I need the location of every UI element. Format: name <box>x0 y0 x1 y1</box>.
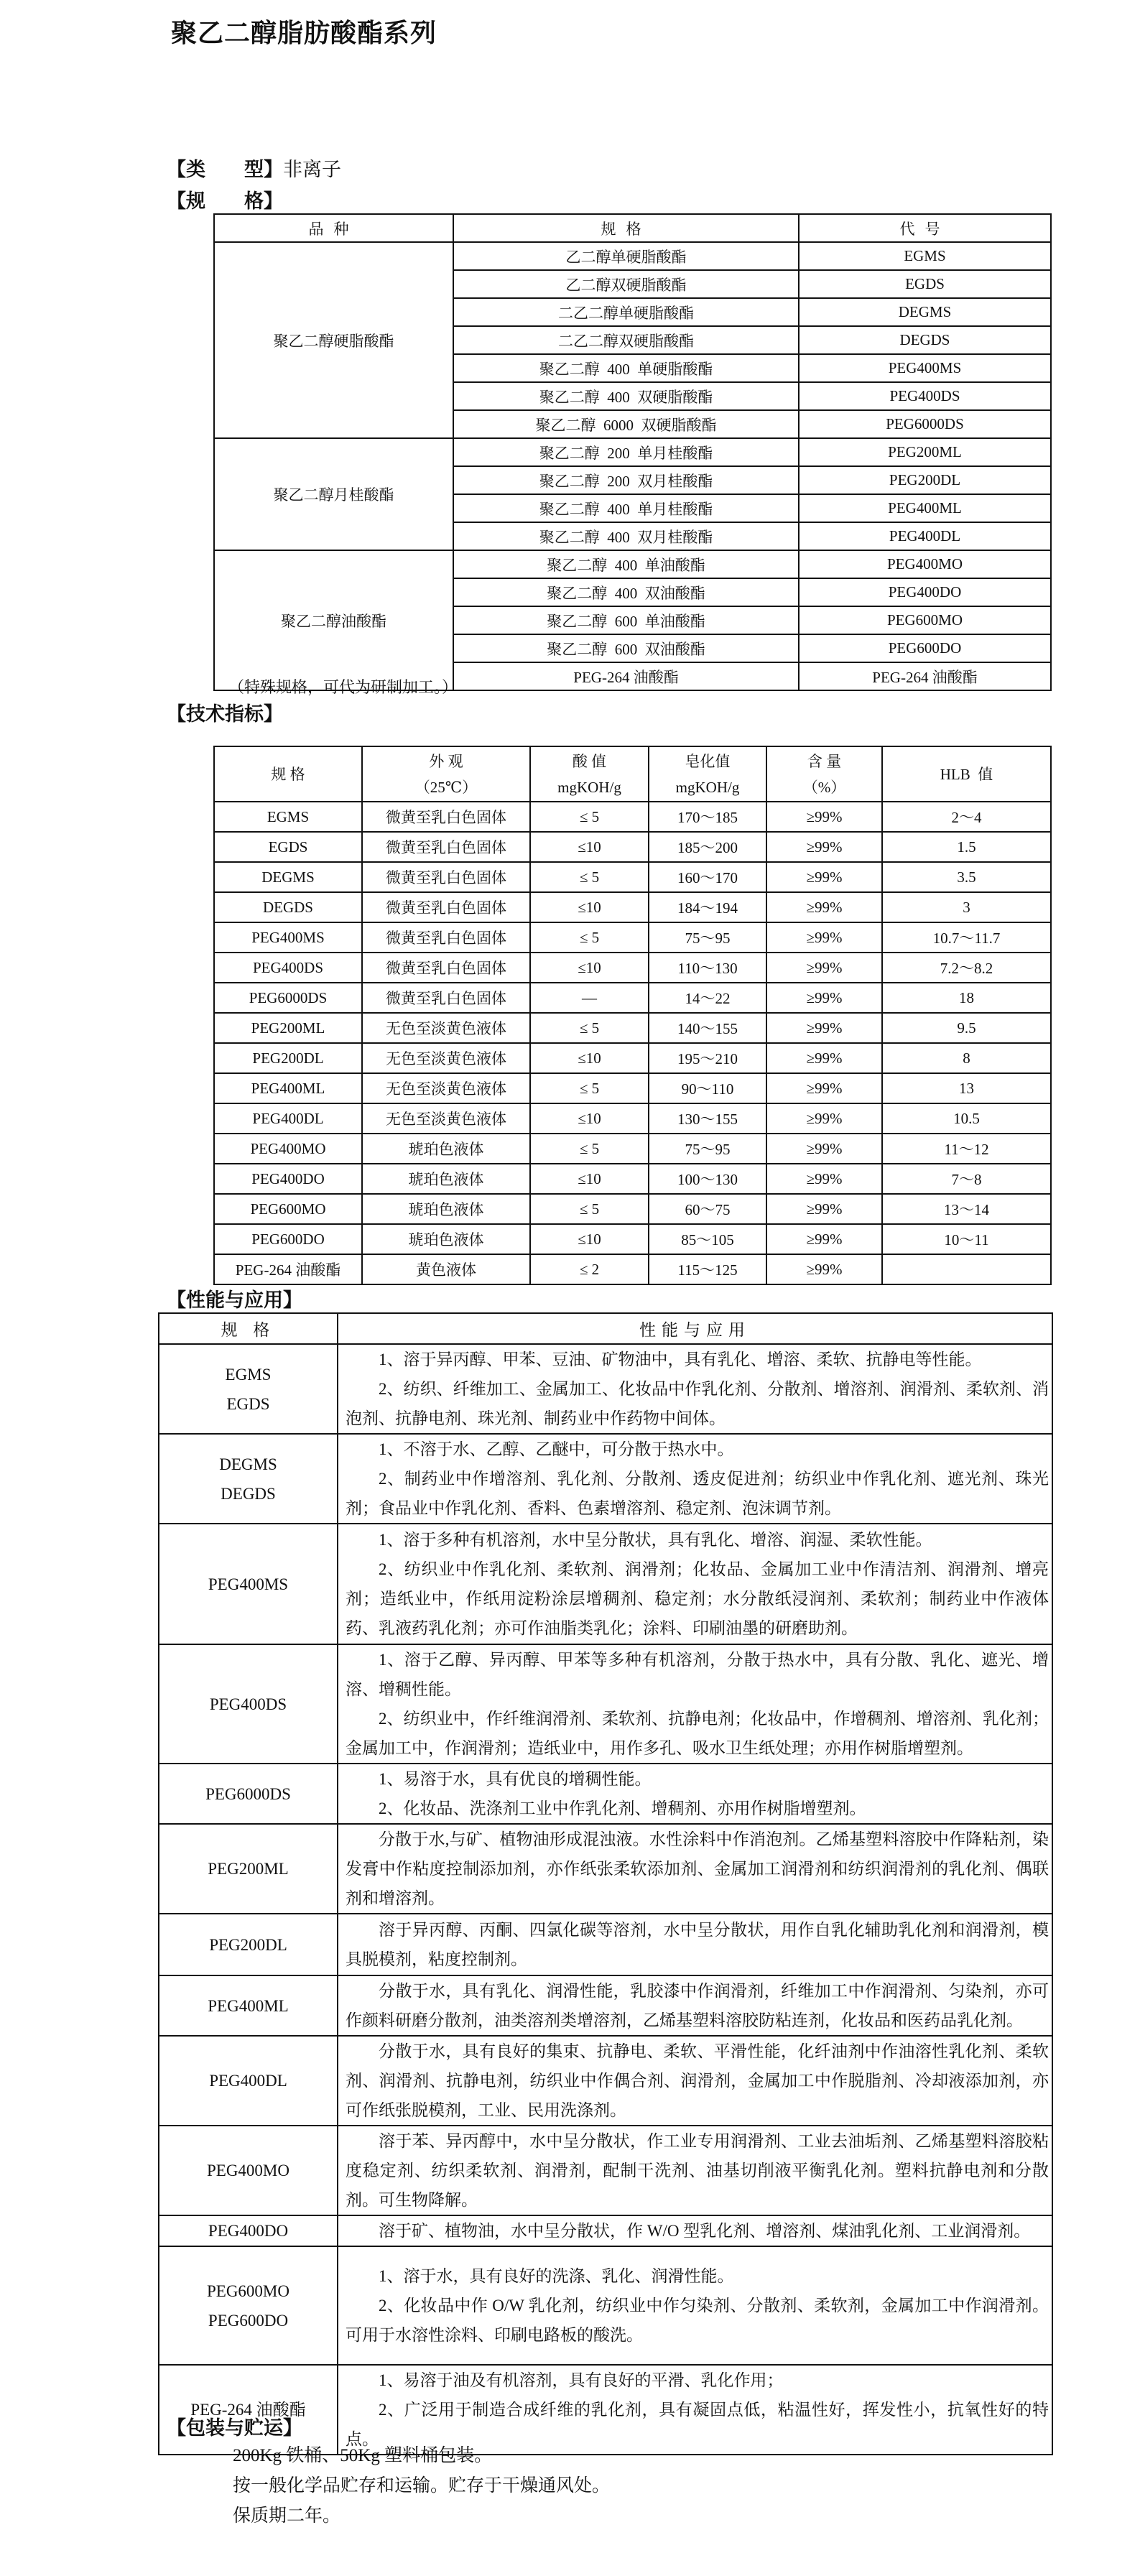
acid-value-cell: ≤10 <box>530 1103 649 1134</box>
table-row <box>159 2036 1052 2126</box>
header-variety: 品种 <box>214 214 453 242</box>
saponification-value-cell: 115～125 <box>649 1254 766 1284</box>
acid-value-cell: ≤10 <box>530 1043 649 1073</box>
table-row <box>214 1073 1051 1103</box>
pack-line: 按一般化学品贮存和运输。贮存于干燥通风处。 <box>233 2476 611 2496</box>
table-row <box>159 1434 1052 1524</box>
hlb-value-cell: 10.5 <box>882 1103 1051 1134</box>
spec-table <box>213 213 1052 691</box>
variety-cell: 聚乙二醇月桂酸酯 <box>214 438 453 550</box>
header-line: HLB 值 <box>940 765 993 783</box>
spec-note: （特殊规格，可代为研制加工。） <box>228 678 458 696</box>
saponification-value-cell: 75～95 <box>649 922 766 953</box>
app-table-header <box>159 1313 1052 1344</box>
hlb-value-cell: 3.5 <box>882 862 1051 892</box>
appearance-cell: 琥珀色液体 <box>362 1224 530 1254</box>
table-row <box>214 1013 1051 1043</box>
code-cell: PEG200DL <box>214 1043 362 1073</box>
product-code: DEGMS <box>219 1455 277 1473</box>
product-code: EGDS <box>226 1394 270 1413</box>
code-cell: PEG600DO <box>214 1224 362 1254</box>
application-cell <box>338 2246 1052 2365</box>
code-cell: PEG200DL <box>799 466 1051 494</box>
application-cell <box>338 1644 1052 1764</box>
saponification-value-cell: 85～105 <box>649 1224 766 1254</box>
header-line: 皂化值 <box>685 752 731 770</box>
appearance-cell: 无色至淡黄色液体 <box>362 1043 530 1073</box>
content-cell: ≥99% <box>766 1224 882 1254</box>
code-cell: PEG400ML <box>214 1073 362 1103</box>
table-row <box>214 242 1051 270</box>
code-cell <box>159 2246 338 2365</box>
header-application: 性能与应用 <box>338 1313 1052 1344</box>
application-cell <box>338 1824 1052 1914</box>
appearance-cell: 微黄至乳白色固体 <box>362 832 530 862</box>
code-cell <box>159 1344 338 1434</box>
hlb-value-cell: 7.2～8.2 <box>882 953 1051 983</box>
code-cell: PEG400DO <box>214 1164 362 1194</box>
product-code: PEG400MO <box>206 2162 289 2179</box>
spec-table-header <box>214 214 1051 242</box>
code-cell <box>159 1914 338 1975</box>
application-paragraph: 2、纺织业中作乳化剂、柔软剂、润滑剂；化妆品、金属加工业中作清洁剂、润滑剂、增亮剂；造纸业中，作纸用淀粉涂层增稠剂、稳定剂；水分散纸浸润剂、柔软剂；制药业中作液体药、乳液药乳化剂；亦可作油脂类乳化；涂料、印刷油墨的研磨助剂。 <box>346 1560 1049 1637</box>
code-cell: EGDS <box>799 270 1051 298</box>
code-cell: PEG400MS <box>799 354 1051 382</box>
code-cell <box>159 1644 338 1764</box>
spec-cell: 聚乙二醇 400 单硬脂酸酯 <box>453 354 799 382</box>
saponification-value-cell: 60～75 <box>649 1194 766 1224</box>
spec-cell: 二乙二醇单硬脂酸酯 <box>453 298 799 326</box>
acid-value-cell: ≤ 2 <box>530 1254 649 1284</box>
table-row <box>159 2246 1052 2365</box>
content-cell: ≥99% <box>766 1043 882 1073</box>
appearance-cell: 无色至淡黄色液体 <box>362 1013 530 1043</box>
product-code: PEG400MS <box>208 1575 289 1593</box>
header-spec: 规 格 <box>159 1313 338 1344</box>
hlb-value-cell: 10.7～11.7 <box>882 922 1051 953</box>
saponification-value-cell: 184～194 <box>649 892 766 922</box>
acid-value-cell: ≤ 5 <box>530 1073 649 1103</box>
tech-header-cell <box>362 746 530 802</box>
application-cell <box>338 1764 1052 1824</box>
table-row <box>214 1103 1051 1134</box>
content-cell: ≥99% <box>766 832 882 862</box>
header-code: 代号 <box>799 214 1051 242</box>
code-cell <box>159 1434 338 1524</box>
spec-cell: 二乙二醇双硬脂酸酯 <box>453 326 799 354</box>
spec-cell: 聚乙二醇 600 单油酸酯 <box>453 606 799 634</box>
variety-cell: 聚乙二醇油酸酯 <box>214 550 453 690</box>
code-cell: PEG600DO <box>799 634 1051 662</box>
header-line: 含 量 <box>807 752 842 770</box>
spec-cell: 聚乙二醇 600 双油酸酯 <box>453 634 799 662</box>
tech-header-cell <box>214 746 362 802</box>
appearance-cell: 无色至淡黄色液体 <box>362 1103 530 1134</box>
table-row <box>159 1344 1052 1434</box>
code-cell: PEG400ML <box>799 494 1051 522</box>
saponification-value-cell: 185～200 <box>649 832 766 862</box>
acid-value-cell: ≤10 <box>530 832 649 862</box>
pack-line: 保质期二年。 <box>233 2506 341 2526</box>
spec-cell: 聚乙二醇 400 双月桂酸酯 <box>453 522 799 550</box>
application-paragraph: 2、纺织、纤维加工、金属加工、化妆品中作乳化剂、分散剂、增溶剂、润滑剂、柔软剂、消泡剂、抗静电剂、珠光剂、制药业中作药物中间体。 <box>346 1380 1049 1427</box>
acid-value-cell: ≤10 <box>530 892 649 922</box>
acid-value-cell: ≤ 5 <box>530 1194 649 1224</box>
table-row <box>214 832 1051 862</box>
type-row <box>167 154 341 182</box>
header-line: （%） <box>802 778 846 796</box>
appearance-cell: 微黄至乳白色固体 <box>362 892 530 922</box>
application-cell <box>338 1434 1052 1524</box>
application-paragraph: 溶于矿、植物油，水中呈分散状，作 W/O 型乳化剂、增溶剂、煤油乳化剂、工业润滑剂。 <box>379 2222 1031 2240</box>
content-cell: ≥99% <box>766 1073 882 1103</box>
hlb-value-cell <box>882 1254 1051 1284</box>
saponification-value-cell: 170～185 <box>649 802 766 832</box>
appearance-cell: 微黄至乳白色固体 <box>362 953 530 983</box>
table-row <box>214 1164 1051 1194</box>
table-row <box>214 1134 1051 1164</box>
code-cell: PEG200ML <box>799 438 1051 466</box>
content-cell: ≥99% <box>766 1134 882 1164</box>
table-row <box>214 892 1051 922</box>
content-cell: ≥99% <box>766 892 882 922</box>
application-paragraph: 2、广泛用于制造合成纤维的乳化剂，具有凝固点低，粘温性好，挥发性小，抗氧性好的特点。 <box>346 2401 1049 2448</box>
spec-cell: 聚乙二醇 400 单月桂酸酯 <box>453 494 799 522</box>
application-paragraph: 1、不溶于水、乙醇、乙醚中，可分散于热水中。 <box>379 1440 734 1458</box>
page-title: 聚乙二醇脂肪酸酯系列 <box>171 19 437 47</box>
acid-value-cell: ≤10 <box>530 1164 649 1194</box>
header-line: mgKOH/g <box>557 778 621 796</box>
application-paragraph: 1、溶于乙醇、异丙醇、甲苯等多种有机溶剂，分散于热水中，具有分散、乳化、遮光、增溶、增稠性能。 <box>346 1651 1049 1698</box>
hlb-value-cell: 1.5 <box>882 832 1051 862</box>
hlb-value-cell: 13～14 <box>882 1194 1051 1224</box>
application-cell <box>338 1914 1052 1975</box>
table-row <box>159 1824 1052 1914</box>
product-code: PEG400ML <box>208 1996 289 2015</box>
application-cell <box>338 1975 1052 2036</box>
app-label: 【性能与应用】 <box>167 1289 302 1311</box>
header-line: （25℃） <box>414 778 478 796</box>
code-cell: DEGMS <box>799 298 1051 326</box>
type-label: 【类 型】 <box>167 159 283 180</box>
application-paragraph: 溶于异丙醇、丙酮、四氯化碳等溶剂，水中呈分散状，用作自乳化辅助乳化剂和润滑剂，模具脱模剂，粘度控制剂。 <box>346 1921 1049 1968</box>
appearance-cell: 琥珀色液体 <box>362 1164 530 1194</box>
application-cell <box>338 2215 1052 2246</box>
type-value: 非离子 <box>283 159 341 180</box>
code-cell <box>159 2215 338 2246</box>
spec-cell: 聚乙二醇 6000 双硬脂酸酯 <box>453 410 799 438</box>
header-line: 酸 值 <box>572 752 607 770</box>
application-paragraph: 1、溶于水，具有良好的洗涤、乳化、润滑性能。 <box>379 2267 734 2285</box>
appearance-cell: 微黄至乳白色固体 <box>362 983 530 1013</box>
content-cell: ≥99% <box>766 1194 882 1224</box>
product-code: PEG400DL <box>209 2072 287 2090</box>
saponification-value-cell: 110～130 <box>649 953 766 983</box>
content-cell: ≥99% <box>766 1164 882 1194</box>
hlb-value-cell: 13 <box>882 1073 1051 1103</box>
spec-label: 【规 格】 <box>167 190 283 212</box>
code-cell: PEG6000DS <box>799 410 1051 438</box>
header-line: 规 格 <box>271 765 305 783</box>
saponification-value-cell: 160～170 <box>649 862 766 892</box>
table-row <box>214 550 1051 578</box>
tech-table-header <box>214 746 1051 802</box>
product-code: PEG6000DS <box>205 1784 291 1803</box>
code-cell <box>159 2126 338 2215</box>
hlb-value-cell: 18 <box>882 983 1051 1013</box>
acid-value-cell: ≤ 5 <box>530 862 649 892</box>
code-cell: PEG400MS <box>214 922 362 953</box>
product-code: DEGDS <box>221 1484 276 1503</box>
code-cell: DEGMS <box>214 862 362 892</box>
appearance-cell: 琥珀色液体 <box>362 1194 530 1224</box>
table-row <box>214 1254 1051 1284</box>
hlb-value-cell: 3 <box>882 892 1051 922</box>
pack-label: 【包装与贮运】 <box>167 2417 302 2439</box>
product-code: PEG-264 油酸酯 <box>190 2401 306 2419</box>
tech-spec-table <box>213 746 1052 1285</box>
content-cell: ≥99% <box>766 802 882 832</box>
code-cell: PEG600MO <box>799 606 1051 634</box>
application-paragraph: 1、易溶于油及有机溶剂，具有良好的平滑、乳化作用； <box>379 2371 784 2389</box>
saponification-value-cell: 140～155 <box>649 1013 766 1043</box>
appearance-cell: 微黄至乳白色固体 <box>362 802 530 832</box>
application-cell <box>338 2126 1052 2215</box>
table-row <box>159 1764 1052 1824</box>
application-paragraph: 溶于苯、异丙醇中，水中呈分散状，作工业专用润滑剂、工业去油垢剂、乙烯基塑料溶胶粘度稳定剂、纺织柔软剂、润滑剂，配制干洗剂、油基切削液平衡乳化剂。塑料抗静电剂和分散剂。可生物降解。 <box>346 2132 1049 2209</box>
code-cell <box>159 1975 338 2036</box>
saponification-value-cell: 90～110 <box>649 1073 766 1103</box>
product-code: PEG200DL <box>209 1935 287 1954</box>
hlb-value-cell: 9.5 <box>882 1013 1051 1043</box>
spec-cell: 聚乙二醇 400 单油酸酯 <box>453 550 799 578</box>
application-paragraph: 2、化妆品中作 O/W 乳化剂，纺织业中作匀染剂、分散剂、柔软剂，金属加工中作润滑剂。可用于水溶性涂料、印刷电路板的酸洗。 <box>346 2297 1049 2344</box>
table-row <box>159 1914 1052 1975</box>
code-cell: PEG400DL <box>214 1103 362 1134</box>
table-row <box>214 802 1051 832</box>
table-row <box>214 1043 1051 1073</box>
application-paragraph: 1、溶于多种有机溶剂，水中呈分散状，具有乳化、增溶、润湿、柔软性能。 <box>379 1531 932 1549</box>
product-code: EGMS <box>225 1365 272 1384</box>
code-cell: PEG400DL <box>799 522 1051 550</box>
table-row <box>159 1644 1052 1764</box>
acid-value-cell: ≤ 5 <box>530 922 649 953</box>
hlb-value-cell: 11～12 <box>882 1134 1051 1164</box>
acid-value-cell: ≤ 5 <box>530 1013 649 1043</box>
variety-cell: 聚乙二醇硬脂酸酯 <box>214 242 453 438</box>
application-paragraph: 2、化妆品、洗涤剂工业中作乳化剂、增稠剂、亦用作树脂增塑剂。 <box>379 1799 866 1817</box>
pack-line: 200Kg 铁桶、50Kg 塑料桶包装。 <box>233 2446 493 2465</box>
saponification-value-cell: 100～130 <box>649 1164 766 1194</box>
application-paragraph: 1、溶于异丙醇、甲苯、豆油、矿物油中，具有乳化、增溶、柔软、抗静电等性能。 <box>379 1350 982 1368</box>
code-cell: PEG200ML <box>214 1013 362 1043</box>
header-spec: 规格 <box>453 214 799 242</box>
hlb-value-cell: 8 <box>882 1043 1051 1073</box>
code-cell: PEG-264 油酸酯 <box>214 1254 362 1284</box>
appearance-cell: 微黄至乳白色固体 <box>362 862 530 892</box>
code-cell: PEG400DS <box>799 382 1051 410</box>
table-row <box>214 862 1051 892</box>
application-cell <box>338 1524 1052 1644</box>
table-row <box>214 953 1051 983</box>
application-paragraph: 分散于水，具有良好的集束、抗静电、柔软、平滑性能，化纤油剂中作油溶性乳化剂、柔软剂、润滑剂、抗静电剂，纺织业中作偶合剂、润滑剂，金属加工中作脱脂剂、冷却液添加剂，亦可作纸张脱模剂，工业、民用洗涤剂。 <box>346 2042 1049 2119</box>
product-code: PEG400DS <box>209 1695 287 1713</box>
code-cell: PEG400DO <box>799 578 1051 606</box>
code-cell: PEG400MO <box>799 550 1051 578</box>
tech-header-cell <box>530 746 649 802</box>
spec-cell: 聚乙二醇 400 双硬脂酸酯 <box>453 382 799 410</box>
product-code: PEG600DO <box>208 2311 289 2330</box>
content-cell: ≥99% <box>766 1103 882 1134</box>
table-row <box>214 1224 1051 1254</box>
content-cell: ≥99% <box>766 922 882 953</box>
spec-cell: 聚乙二醇 400 双油酸酯 <box>453 578 799 606</box>
code-cell: EGDS <box>214 832 362 862</box>
saponification-value-cell: 14～22 <box>649 983 766 1013</box>
acid-value-cell: — <box>530 983 649 1013</box>
code-cell: EGMS <box>214 802 362 832</box>
acid-value-cell: ≤10 <box>530 953 649 983</box>
code-cell: DEGDS <box>214 892 362 922</box>
spec-cell: 聚乙二醇 200 双月桂酸酯 <box>453 466 799 494</box>
spec-cell: 乙二醇单硬脂酸酯 <box>453 242 799 270</box>
saponification-value-cell: 195～210 <box>649 1043 766 1073</box>
code-cell: DEGDS <box>799 326 1051 354</box>
table-row <box>159 2126 1052 2215</box>
acid-value-cell: ≤ 5 <box>530 802 649 832</box>
tech-label: 【技术指标】 <box>167 703 283 725</box>
hlb-value-cell: 7～8 <box>882 1164 1051 1194</box>
hlb-value-cell: 10～11 <box>882 1224 1051 1254</box>
application-paragraph: 2、纺织业中，作纤维润滑剂、柔软剂、抗静电剂；化妆品中，作增稠剂、增溶剂、乳化剂；金属加工中，作润滑剂；造纸业中，用作多孔、吸水卫生纸处理；亦用作树脂增塑剂。 <box>346 1710 1049 1757</box>
saponification-value-cell: 75～95 <box>649 1134 766 1164</box>
product-code: PEG200ML <box>208 1860 289 1878</box>
table-row <box>159 2215 1052 2246</box>
application-cell <box>338 2036 1052 2126</box>
hlb-value-cell: 2～4 <box>882 802 1051 832</box>
acid-value-cell: ≤ 5 <box>530 1134 649 1164</box>
product-code: PEG600MO <box>206 2281 289 2300</box>
code-cell: PEG400DS <box>214 953 362 983</box>
code-cell: PEG-264 油酸酯 <box>799 662 1051 690</box>
content-cell: ≥99% <box>766 862 882 892</box>
spec-cell: 聚乙二醇 200 单月桂酸酯 <box>453 438 799 466</box>
application-paragraph: 分散于水,与矿、植物油形成混浊液。水性涂料中作消泡剂。乙烯基塑料溶胶中作降粘剂，染发膏中作粘度控制添加剂，亦作纸张柔软添加剂、金属加工润滑剂和纺织润滑剂的乳化剂、偶联剂和增溶剂。 <box>346 1830 1049 1907</box>
code-cell: PEG600MO <box>214 1194 362 1224</box>
application-paragraph: 分散于水，具有乳化、润滑性能，乳胶漆中作润滑剂，纤维加工中作润滑剂、匀染剂，亦可作颜料研磨分散剂，油类溶剂类增溶剂，乙烯基塑料溶胶防粘连剂，化妆品和医药品乳化剂。 <box>346 1982 1049 2029</box>
tech-header-cell <box>882 746 1051 802</box>
saponification-value-cell: 130～155 <box>649 1103 766 1134</box>
spec-cell: PEG-264 油酸酯 <box>453 662 799 690</box>
application-cell <box>338 1344 1052 1434</box>
tech-header-cell <box>766 746 882 802</box>
table-row <box>214 983 1051 1013</box>
table-row <box>159 1524 1052 1644</box>
content-cell: ≥99% <box>766 1013 882 1043</box>
content-cell: ≥99% <box>766 953 882 983</box>
tech-header-cell <box>649 746 766 802</box>
appearance-cell: 无色至淡黄色液体 <box>362 1073 530 1103</box>
code-cell <box>159 1764 338 1824</box>
acid-value-cell: ≤10 <box>530 1224 649 1254</box>
code-cell <box>159 1824 338 1914</box>
code-cell: PEG400MO <box>214 1134 362 1164</box>
product-code: PEG400DO <box>208 2222 289 2240</box>
appearance-cell: 黄色液体 <box>362 1254 530 1284</box>
appearance-cell: 微黄至乳白色固体 <box>362 922 530 953</box>
code-cell <box>159 1524 338 1644</box>
header-line: 外 观 <box>429 752 463 770</box>
content-cell: ≥99% <box>766 1254 882 1284</box>
content-cell: ≥99% <box>766 983 882 1013</box>
appearance-cell: 琥珀色液体 <box>362 1134 530 1164</box>
table-row <box>214 1194 1051 1224</box>
spec-cell: 乙二醇双硬脂酸酯 <box>453 270 799 298</box>
application-paragraph: 2、制药业中作增溶剂、乳化剂、分散剂、透皮促进剂；纺织业中作乳化剂、遮光剂、珠光剂；食品业中作乳化剂、香料、色素增溶剂、稳定剂、泡沫调节剂。 <box>346 1470 1049 1517</box>
application-table <box>158 1312 1053 2455</box>
code-cell: PEG6000DS <box>214 983 362 1013</box>
application-paragraph: 1、易溶于水，具有优良的增稠性能。 <box>379 1770 652 1788</box>
table-row <box>214 922 1051 953</box>
table-row <box>159 1975 1052 2036</box>
table-row <box>214 438 1051 466</box>
code-cell: EGMS <box>799 242 1051 270</box>
code-cell <box>159 2036 338 2126</box>
header-line: mgKOH/g <box>675 778 740 796</box>
